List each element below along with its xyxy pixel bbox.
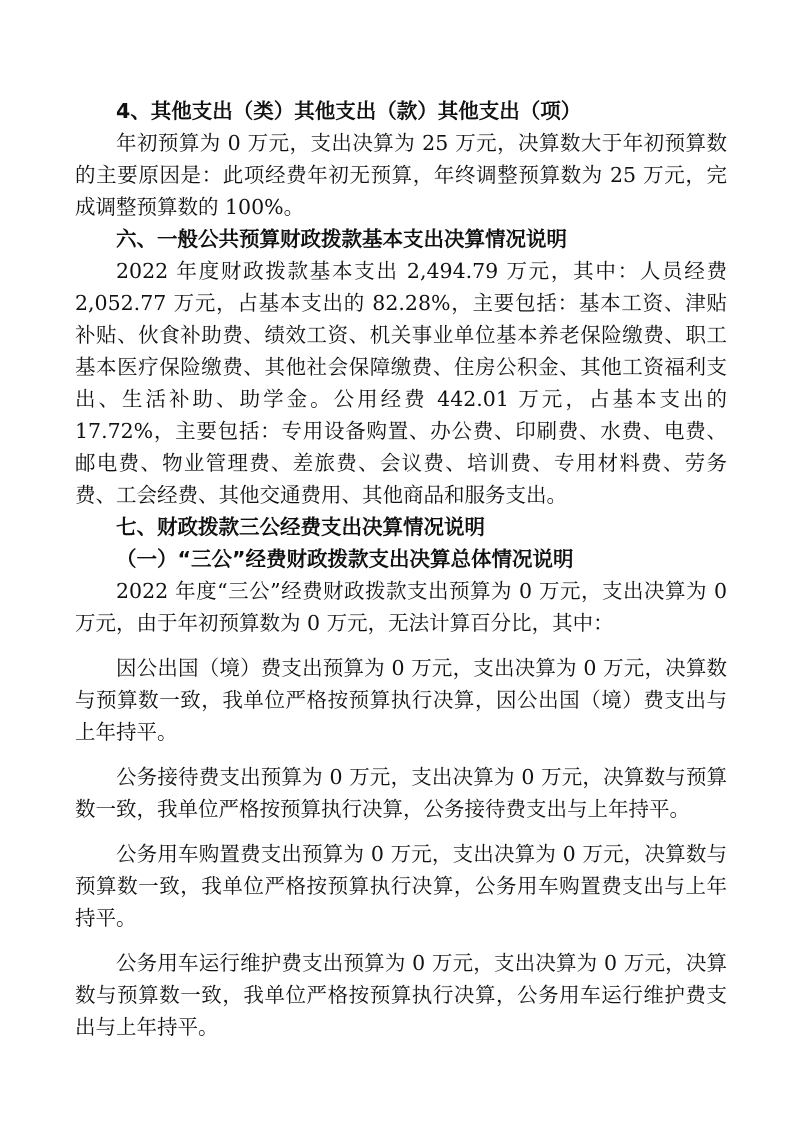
heading-three-public: 七、财政拨款三公经费支出决算情况说明 <box>116 515 485 539</box>
heading-other-expenditure: 4、其他支出（类）其他支出（款）其他支出（项） <box>116 99 582 123</box>
paragraph-reception: 公务接待费支出预算为 0 万元，支出决算为 0 万元，决算数与预算数一致，我单位严格按预算执行决算，公务接待费支出与上年持平。 <box>75 765 727 821</box>
heading-basic-expenditure: 六、一般公共预算财政拨款基本支出决算情况说明 <box>116 227 567 251</box>
paragraph-three-public-overall: 2022 年度“三公”经费财政拨款支出预算为 0 万元，支出决算为 0 万元，由于年初预算数为 0 万元，无法计算百分比，其中： <box>75 579 727 635</box>
paragraph-basic-expenditure: 2022 年度财政拨款基本支出 2,494.79 万元，其中：人员经费 2,052.77 万元，占基本支出的 82.28%，主要包括：基本工资、津贴补贴、伙食补助费、绩效工资、机关事业单位基本养老保险缴费、职工基本医疗保险缴费、其他社会保障缴费、住房公积金、其他工资福利支出、生活补助、助学金。公用经费 442.01 万元，占基本支出的 17.72%，主要包括：专用设备购置、办公费、印刷费、水费、电费、邮电费、物业管理费、差旅费、会议费、培训费、专用材料费、劳务费、工会经费、其他交通费用、其他商品和服务支出。 <box>75 259 727 507</box>
document-body <box>75 95 727 1043</box>
paragraph-other-expenditure: 年初预算为 0 万元，支出决算为 25 万元，决算数大于年初预算数的主要原因是：此项经费年初无预算，年终调整预算数为 25 万元，完成调整预算数的 100%。 <box>75 131 727 219</box>
paragraph-vehicle-operation: 公务用车运行维护费支出预算为 0 万元，支出决算为 0 万元，决算数与预算数一致，我单位严格按预算执行决算，公务用车运行维护费支出与上年持平。 <box>75 951 727 1039</box>
paragraph-vehicle-purchase: 公务用车购置费支出预算为 0 万元，支出决算为 0 万元，决算数与预算数一致，我单位严格按预算执行决算，公务用车购置费支出与上年持平。 <box>75 842 727 930</box>
subheading-three-public-overall: （一）“三公”经费财政拨款支出决算总体情况说明 <box>116 547 574 571</box>
paragraph-outbound-travel: 因公出国（境）费支出预算为 0 万元，支出决算为 0 万元，决算数与预算数一致，我单位严格按预算执行决算，因公出国（境）费支出与上年持平。 <box>75 656 727 744</box>
